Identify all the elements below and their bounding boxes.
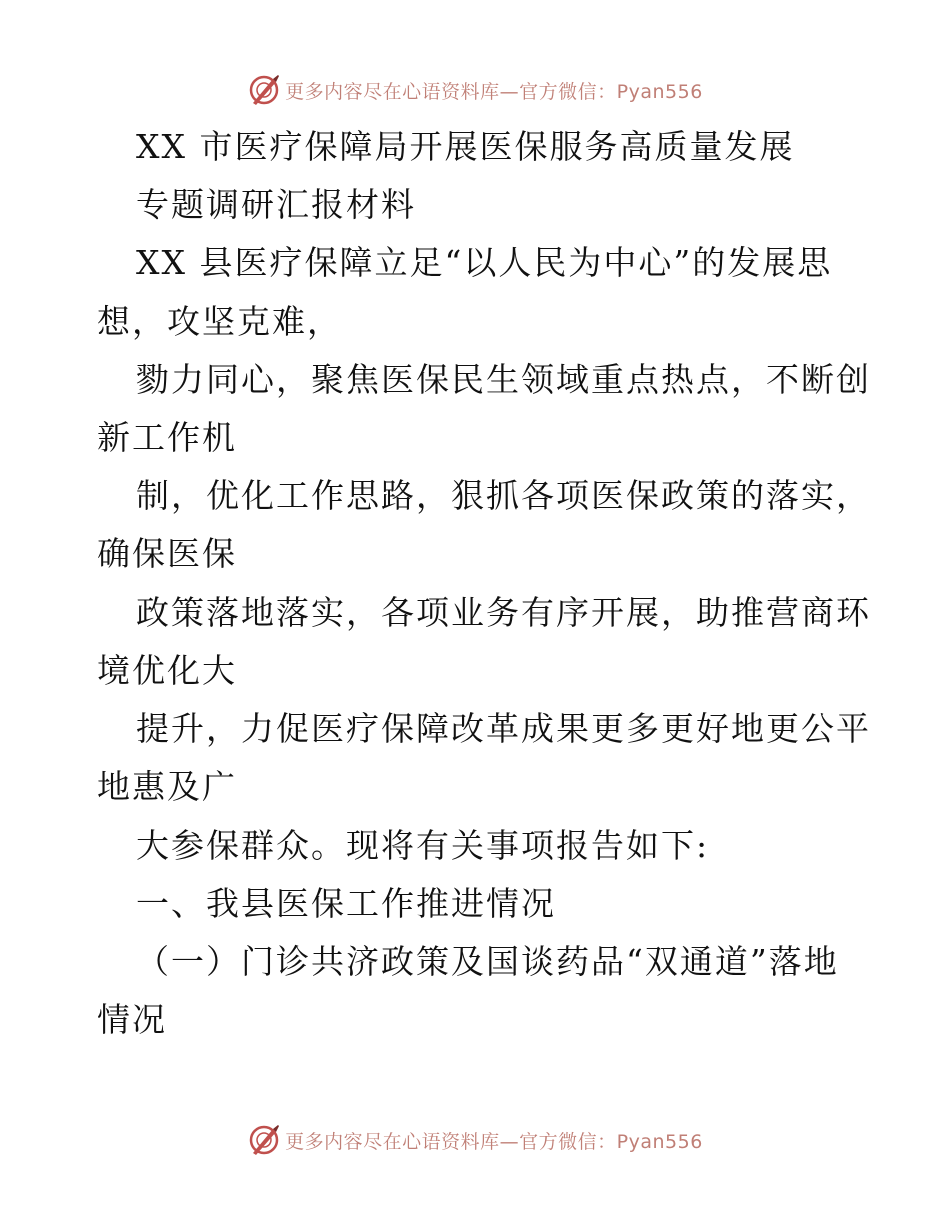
watermark-wechat-id: Pyan556 [616, 1130, 703, 1153]
header-watermark [0, 70, 950, 110]
body-text-line: 勠力同心，聚焦医保民生领域重点热点，不断创 [136, 360, 871, 399]
body-text-line: 政策落地落实，各项业务有序开展，助推营商环 [136, 593, 871, 632]
pen-logo-icon [247, 73, 281, 107]
watermark-wechat-id: Pyan556 [616, 80, 703, 103]
body-text-line: 制，优化工作思路，狠抓各项医保政策的落实， [136, 476, 871, 515]
pen-logo-icon [247, 1123, 281, 1157]
body-text-line: 大参保群众。现将有关事项报告如下: [136, 826, 710, 865]
body-text-line: XX 县医疗保障立足“以人民为中心”的发展思 [136, 243, 833, 282]
document-title-line-1: XX 市医疗保障局开展医保服务高质量发展 [136, 127, 795, 166]
body-text-line: 地惠及广 [97, 767, 237, 806]
subsection-heading: （一）门诊共济政策及国谈药品“双通道”落地 [136, 942, 839, 981]
section-heading: 一、我县医保工作推进情况 [136, 884, 556, 923]
body-text-line: 境优化大 [97, 651, 237, 690]
body-text-line: 新工作机 [97, 418, 237, 457]
body-text-line: 提升，力促医疗保障改革成果更多更好地更公平 [136, 709, 871, 748]
footer-watermark [0, 1120, 950, 1160]
watermark-text: 更多内容尽在心语资料库—官方微信： [285, 80, 617, 103]
body-text-line: 想，攻坚克难， [97, 302, 342, 341]
document-title-line-2: 专题调研汇报材料 [136, 185, 416, 224]
watermark-text: 更多内容尽在心语资料库—官方微信： [285, 1130, 617, 1153]
body-text-line: 确保医保 [97, 534, 237, 573]
subsection-heading-continued: 情况 [97, 1000, 167, 1039]
